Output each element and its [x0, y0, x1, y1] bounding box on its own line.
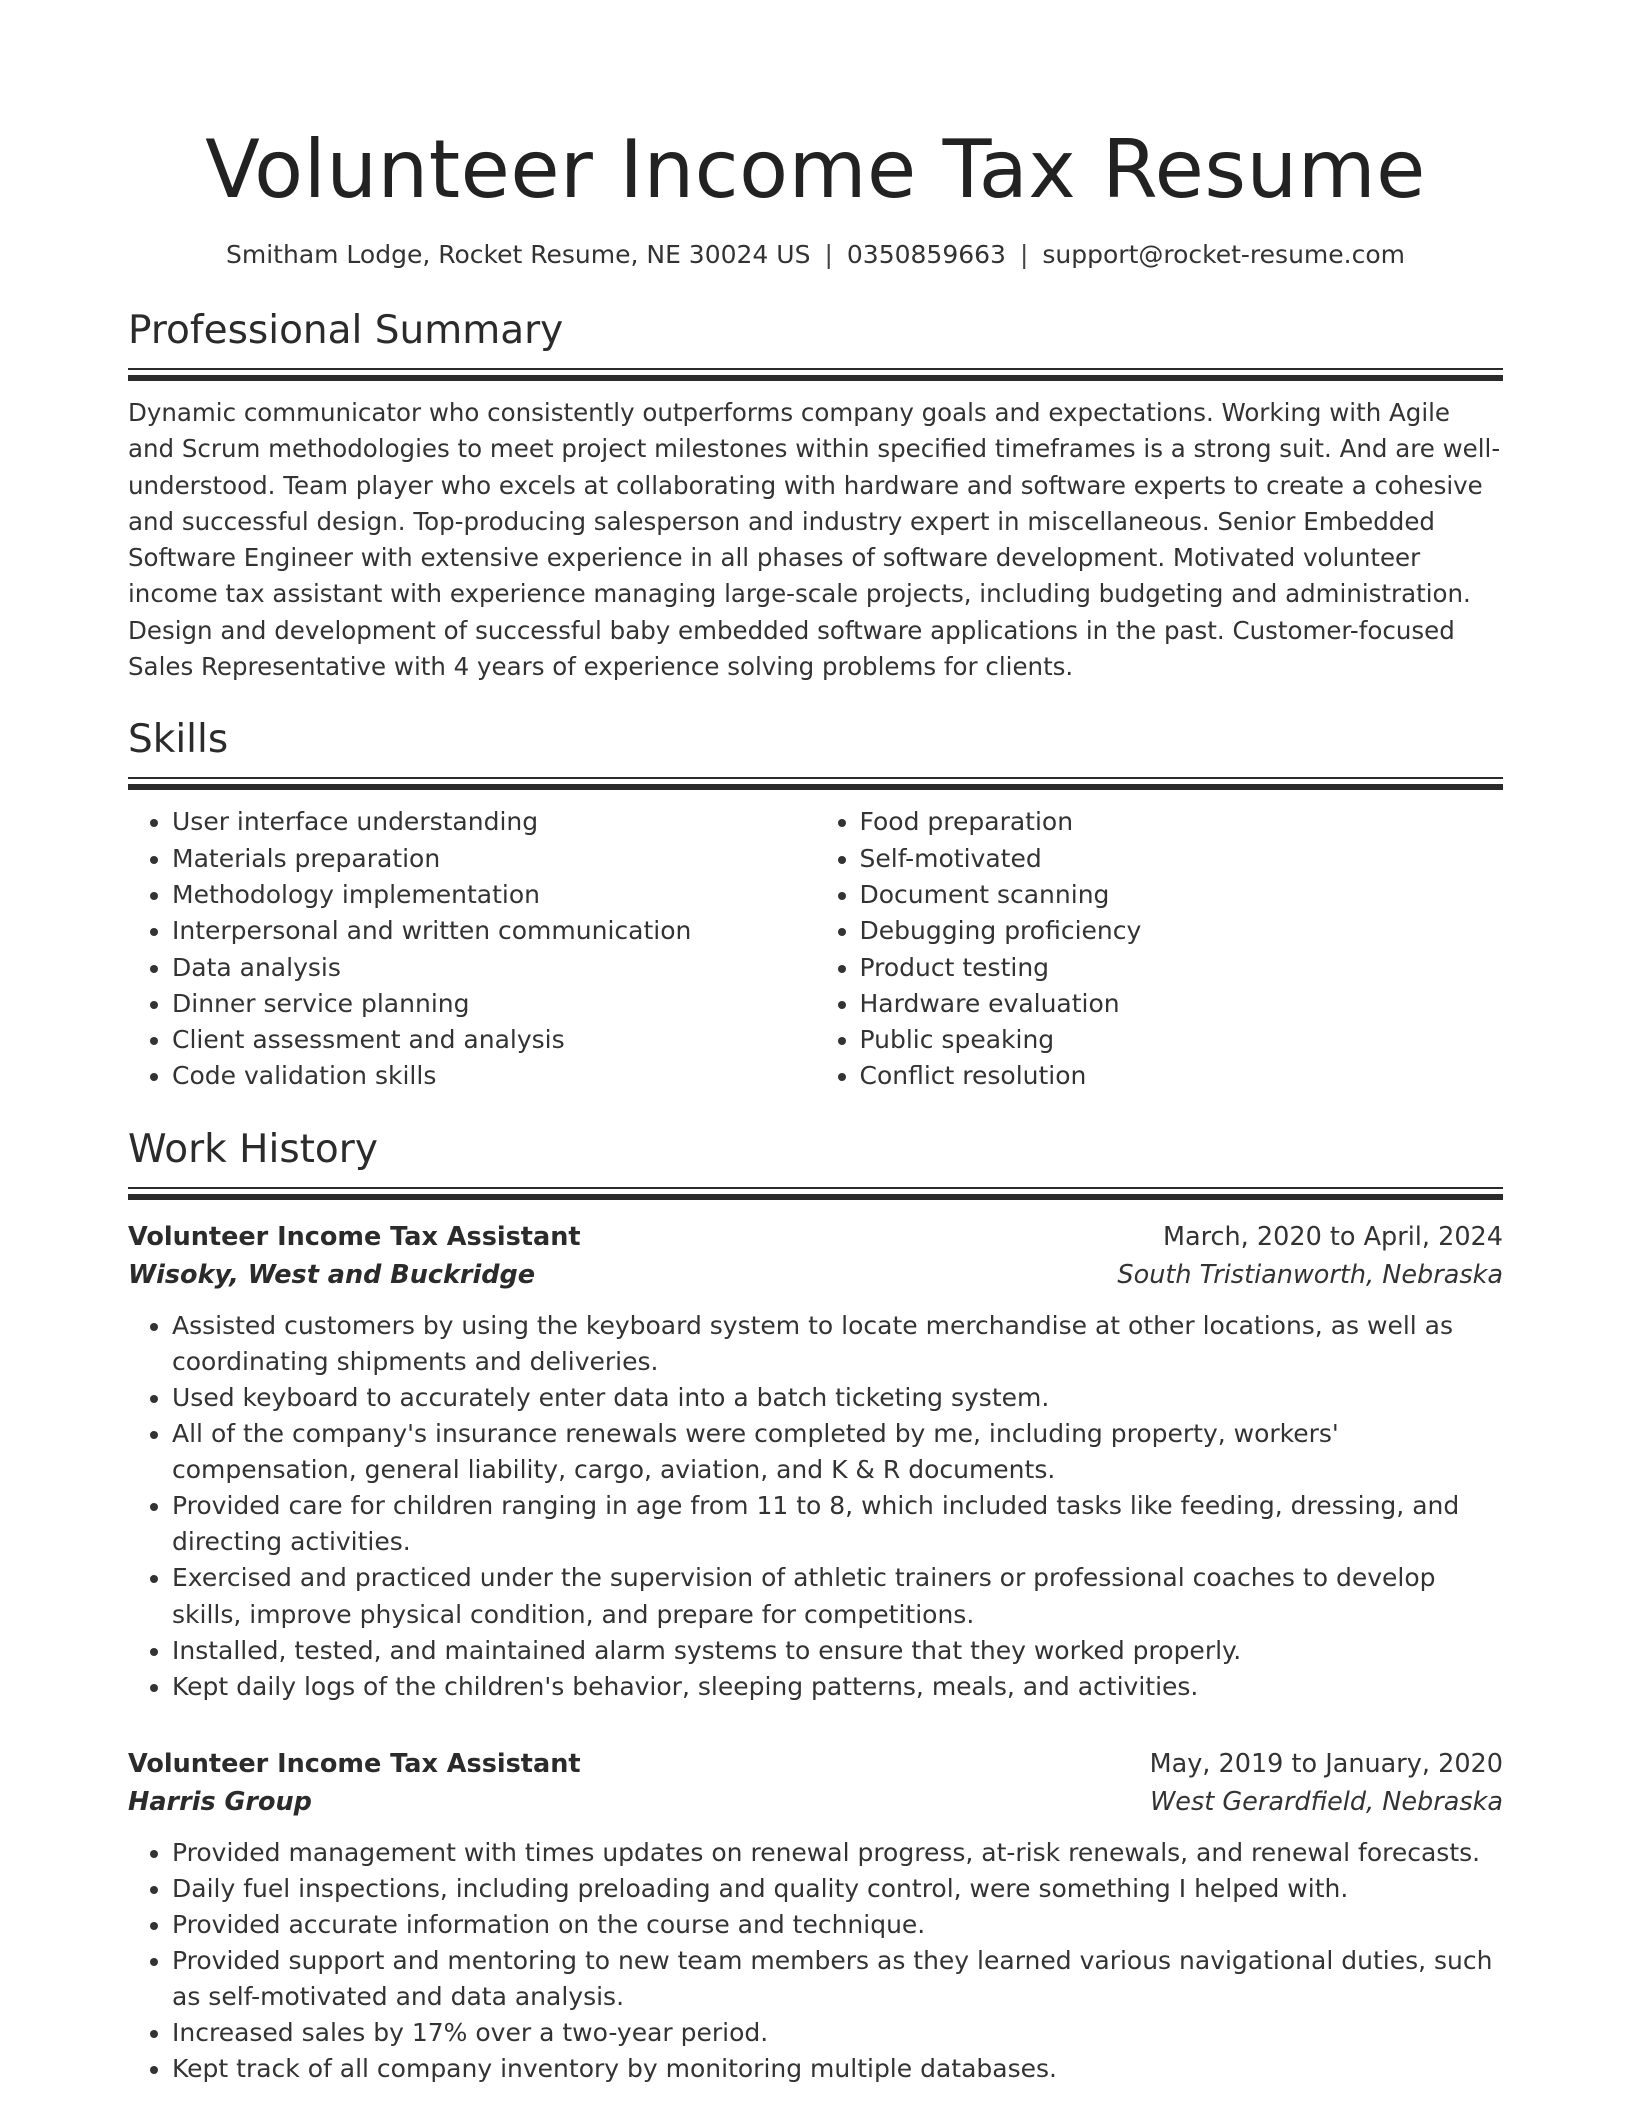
section-divider	[128, 1187, 1503, 1189]
job-bullet: • Kept track of all company inventory by monitoring multiple databases.	[172, 2051, 1503, 2087]
job-bullet: • Assisted customers by using the keyboard system to locate merchandise at other locations, as well as coordinating shipments and deliveries.	[172, 1308, 1503, 1380]
job-subheader	[128, 1783, 1503, 1821]
section-title-work-history: Work History	[128, 1126, 378, 1172]
resume-page	[128, 118, 1503, 2087]
summary-text: Dynamic communicator who consistently outperforms company goals and expectations. Working with Agile and Scrum methodologies to meet project milestones within specified timeframes is a strong suit. And are well-understood. Team player who excels at collaborating with hardware and software experts to create a cohesive and successful design. Top-producing salesperson and industry expert in miscellaneous. Senior Embedded Software Engineer with extensive experience in all phases of software development. Motivated volunteer income tax assistant with experience managing large-scale projects, including budgeting and administration. Design and development of successful baby embedded software applications in the past. Customer-focused Sales Representative with 4 years of experience solving problems for clients.	[128, 398, 1501, 682]
job-subheader	[128, 1256, 1503, 1294]
job-bullet: • Provided care for children ranging in age from 11 to 8, which included tasks like feeding, dressing, and directing activities.	[172, 1488, 1503, 1560]
contact-separator: |	[824, 240, 833, 269]
skill-item: • Dinner service planning	[172, 986, 816, 1022]
skills-list	[128, 804, 1503, 1094]
section-divider-thick	[128, 375, 1503, 381]
skill-item: • Debugging proficiency	[860, 913, 1504, 949]
skills-column-left	[128, 804, 816, 1094]
section-divider	[128, 777, 1503, 779]
skill-item: • Product testing	[860, 950, 1504, 986]
job-company: Wisoky, West and Buckridge	[128, 1259, 536, 1290]
contact-separator: |	[1019, 240, 1029, 269]
skill-item: • User interface understanding	[172, 804, 816, 840]
job-bullets	[128, 1835, 1503, 2088]
job-dates: March, 2020 to April, 2024	[1162, 1221, 1503, 1252]
job-bullet: • Increased sales by 17% over a two-year period.	[172, 2015, 1503, 2051]
job-company: Harris Group	[128, 1786, 312, 1817]
section-title-summary: Professional Summary	[128, 308, 564, 353]
job-title: Volunteer Income Tax Assistant	[128, 1748, 581, 1779]
contact-address: Smitham Lodge, Rocket Resume, NE 30024 US	[226, 240, 811, 269]
contact-email: support@rocket-resume.com	[1042, 240, 1405, 269]
section-title-skills: Skills	[128, 717, 229, 763]
skill-item: • Methodology implementation	[172, 877, 816, 913]
job-entry	[128, 1218, 1503, 1705]
job-title: Volunteer Income Tax Assistant	[128, 1221, 581, 1252]
job-bullet: • Used keyboard to accurately enter data into a batch ticketing system.	[172, 1380, 1503, 1416]
job-bullet: • Exercised and practiced under the supervision of athletic trainers or professional coaches to develop skills, improve physical condition, and prepare for competitions.	[172, 1560, 1503, 1632]
job-header	[128, 1218, 1503, 1256]
skills-column-right	[816, 804, 1504, 1094]
job-bullet: • Kept daily logs of the children's behavior, sleeping patterns, meals, and activities.	[172, 1669, 1503, 1705]
contact-phone: 0350859663	[846, 240, 1006, 269]
section-divider-thick	[128, 1194, 1503, 1200]
skill-item: • Conflict resolution	[860, 1058, 1504, 1094]
job-bullet: • Daily fuel inspections, including preloading and quality control, were something I helped with.	[172, 1871, 1503, 1907]
job-bullet: • Provided accurate information on the course and technique.	[172, 1907, 1503, 1943]
contact-line	[128, 238, 1503, 272]
job-header	[128, 1745, 1503, 1783]
job-entry	[128, 1745, 1503, 2088]
skill-item: • Interpersonal and written communication	[172, 913, 816, 949]
job-bullet: • Provided management with times updates on renewal progress, at-risk renewals, and renewal forecasts.	[172, 1835, 1503, 1871]
section-divider-thick	[128, 784, 1503, 790]
job-dates: May, 2019 to January, 2020	[1149, 1748, 1503, 1779]
skill-item: • Hardware evaluation	[860, 986, 1504, 1022]
skill-item: • Data analysis	[172, 950, 816, 986]
job-bullets	[128, 1308, 1503, 1705]
skill-item: • Public speaking	[860, 1022, 1504, 1058]
job-location: West Gerardfield, Nebraska	[1150, 1786, 1503, 1817]
skill-item: • Food preparation	[860, 804, 1504, 840]
skill-item: • Client assessment and analysis	[172, 1022, 816, 1058]
job-bullet: • Installed, tested, and maintained alarm systems to ensure that they worked properly.	[172, 1633, 1503, 1669]
job-location: South Tristianworth, Nebraska	[1117, 1259, 1503, 1290]
job-bullet: • Provided support and mentoring to new team members as they learned various navigational duties, such as self-motivated and data analysis.	[172, 1943, 1503, 2015]
skill-item: • Self-motivated	[860, 841, 1504, 877]
skill-item: • Materials preparation	[172, 841, 816, 877]
resume-title: Volunteer Income Tax Resume	[205, 123, 1426, 216]
section-divider	[128, 368, 1503, 370]
skill-item: • Code validation skills	[172, 1058, 816, 1094]
job-bullet: • All of the company's insurance renewals were completed by me, including property, workers' compensation, general liability, cargo, aviation, and K & R documents.	[172, 1416, 1503, 1488]
skill-item: • Document scanning	[860, 877, 1504, 913]
